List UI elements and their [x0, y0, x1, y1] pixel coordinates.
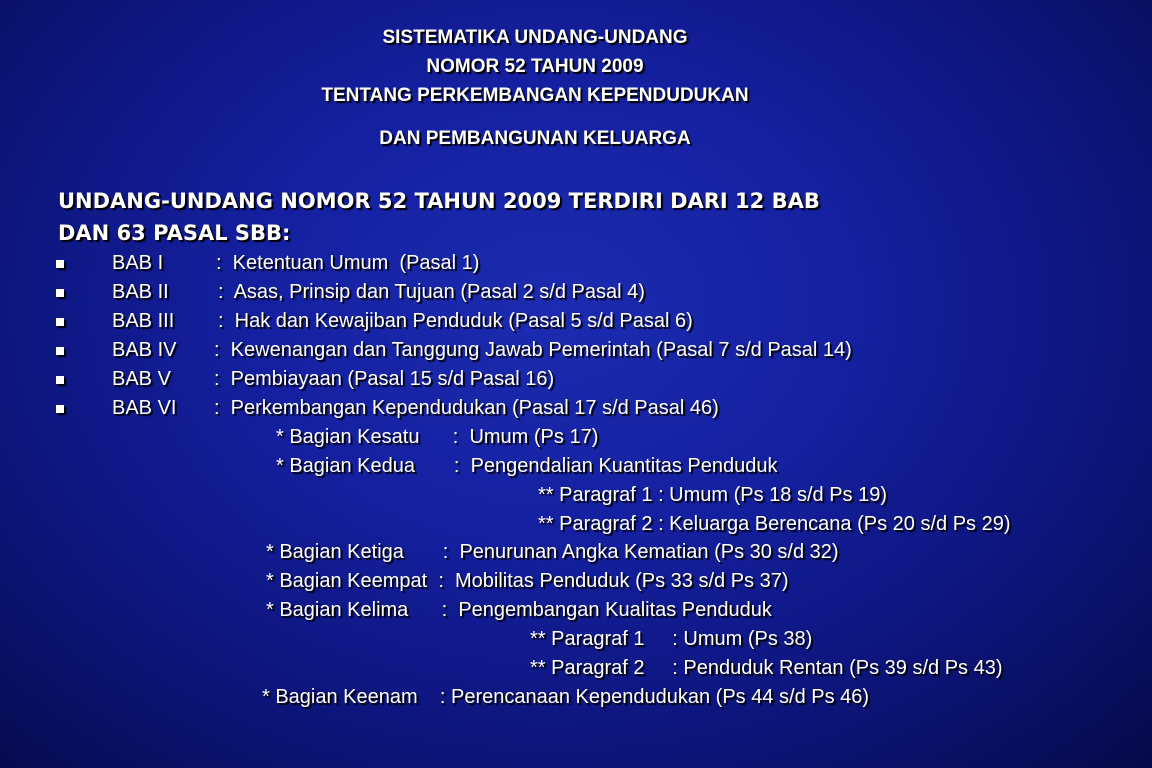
bab-label: BAB VI [112, 397, 177, 419]
bullet-icon [56, 376, 64, 384]
bab-text: : Ketentuan Umum (Pasal 1) [216, 252, 480, 274]
bagian-item: * Bagian Keempat : Mobilitas Penduduk (Ps 33 s/d Ps 37) [266, 570, 789, 592]
bullet-icon [56, 289, 64, 297]
bab-label: BAB II [112, 281, 169, 303]
bab-text: : Perkembangan Kependudukan (Pasal 17 s/d Pasal 46) [214, 397, 719, 419]
paragraf-item: ** Paragraf 1 : Umum (Ps 18 s/d Ps 19) [538, 484, 888, 506]
heading-line-1: UNDANG-UNDANG NOMOR 52 TAHUN 2009 TERDIRI DARI 12 BAB [58, 189, 820, 213]
bullet-icon [56, 318, 64, 326]
bullet-icon [56, 405, 64, 413]
title-line-4: DAN PEMBANGUNAN KELUARGA [379, 128, 691, 149]
bab-text: : Hak dan Kewajiban Penduduk (Pasal 5 s/d Pasal 6) [218, 310, 693, 332]
bab-text: : Asas, Prinsip dan Tujuan (Pasal 2 s/d Pasal 4) [218, 281, 645, 303]
title-line-1: SISTEMATIKA UNDANG-UNDANG [382, 27, 688, 48]
bab-label: BAB I [112, 252, 164, 274]
paragraf-item: ** Paragraf 2 : Penduduk Rentan (Ps 39 s/d Ps 43) [530, 657, 1003, 679]
bagian-item: * Bagian Kedua : Pengendalian Kuantitas Penduduk [276, 455, 778, 477]
bab-label: BAB V [112, 368, 171, 390]
bagian-item: * Bagian Ketiga : Penurunan Angka Kematian (Ps 30 s/d 32) [266, 541, 839, 563]
bab-text: : Kewenangan dan Tanggung Jawab Pemerintah (Pasal 7 s/d Pasal 14) [214, 339, 852, 361]
paragraf-item: ** Paragraf 1 : Umum (Ps 38) [530, 628, 813, 650]
bullet-icon [56, 260, 64, 268]
bab-text: : Pembiayaan (Pasal 15 s/d Pasal 16) [214, 368, 555, 390]
heading-line-2: DAN 63 PASAL SBB: [58, 221, 291, 245]
bab-label: BAB IV [112, 339, 177, 361]
title-line-3: TENTANG PERKEMBANGAN KEPENDUDUKAN [321, 85, 749, 106]
bagian-item: * Bagian Kesatu : Umum (Ps 17) [276, 426, 599, 448]
title-line-2: NOMOR 52 TAHUN 2009 [426, 56, 644, 77]
bagian-item: * Bagian Keenam : Perencanaan Kependudukan (Ps 44 s/d Ps 46) [262, 686, 870, 708]
bab-label: BAB III [112, 310, 175, 332]
paragraf-item: ** Paragraf 2 : Keluarga Berencana (Ps 20 s/d Ps 29) [538, 513, 1011, 535]
bullet-icon [56, 347, 64, 355]
bagian-item: * Bagian Kelima : Pengembangan Kualitas Penduduk [266, 599, 772, 621]
